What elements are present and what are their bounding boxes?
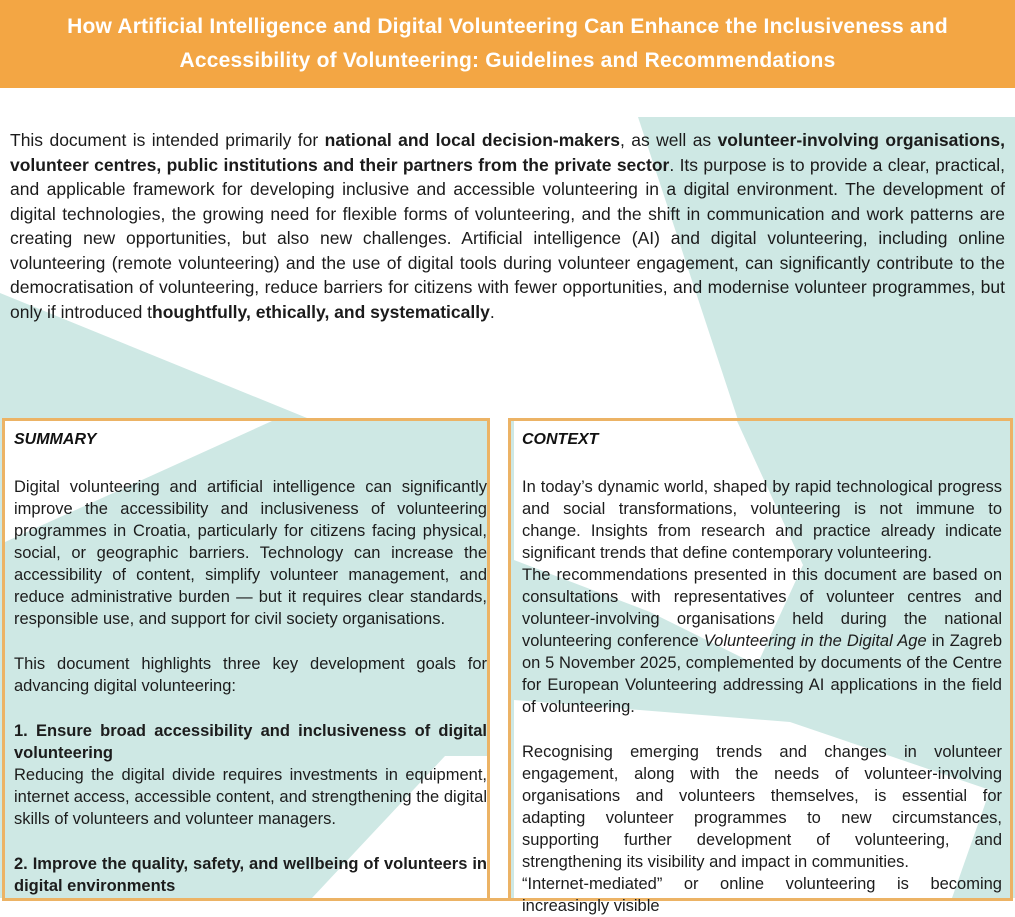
summary-section — [14, 430, 487, 897]
intro-text-segment: , as well as — [620, 130, 718, 150]
context-text-segment: in Zagreb on 5 November 2025, complemented by documents of the Centre for European Volunteering addressing AI applications in the field of volunteering. — [522, 632, 1002, 716]
summary-heading: SUMMARY — [14, 431, 97, 448]
context-heading: CONTEXT — [522, 431, 599, 448]
context-paragraph-1: In today’s dynamic world, shaped by rapid technological progress and social transformations, volunteering is not immune to change. Insights from research and practice already indicate significant trends that define contemporary volunteering. — [522, 478, 1002, 562]
intro-text-segment: . Its purpose is to provide a clear, practical, and applicable framework for developing inclusive and accessible volunteering in a digital environment. The development of digital technologies, the growing need for flexible forms of volunteering, and the shift in communication and work patterns are creating new opportunities, but also new challenges. Artificial intelligence (AI) and digital volunteering, including online volunteering (remote volunteering) and the use of digital tools during volunteer engagement, can significantly contribute to the democratisation of volunteering, reduce barriers for citizens with fewer opportunities, and modernise volunteer programmes, but only if introduced t — [10, 154, 1005, 322]
summary-goal-1-body: Reducing the digital divide requires investments in equipment, internet access, accessible content, and strengthening the digital skills of volunteers and volunteer managers. — [14, 766, 487, 828]
context-text-segment: The recommendations presented in this document are based on consultations with representatives of volunteer centres and volunteer-involving organisations held during the national volunteering conference — [522, 566, 1002, 650]
summary-paragraph-1: Digital volunteering and artificial intelligence can significantly improve the accessibility and inclusiveness of volunteering programmes in Croatia, particularly for citizens facing physical, social, or geographic barriers. Technology can increase the accessibility of content, simplify volunteer management, and reduce administrative burden — but it requires clear standards, responsible use, and support for civil society organisations. — [14, 478, 487, 628]
context-paragraph-4: “Internet-mediated” or online volunteering is becoming increasingly visible — [522, 875, 1002, 915]
intro-text-segment: . — [489, 301, 495, 322]
context-paragraph-2 — [522, 564, 1002, 718]
context-section — [522, 430, 1002, 917]
context-paragraph-3: Recognising emerging trends and changes in volunteer engagement, along with the needs of volunteer-involving organisations and volunteers themselves, is essential for adapting volunteer programmes to new circumstances, supporting further development of volunteering, and strengthening its visibility and impact in communities. — [522, 743, 1002, 871]
context-conference-title: Volunteering in the Digital Age — [703, 632, 927, 650]
intro-bold-audience: national and local decision-makers — [324, 130, 621, 150]
intro-bold-organisations: volunteer-involving organisations, volunteer centres, public institutions and their partners from the private sector — [10, 130, 1005, 175]
summary-goal-2-title: 2. Improve the quality, safety, and wellbeing of volunteers in digital environments — [14, 855, 487, 895]
intro-bold-thoughtfully: houghtfully, ethically, and systematically — [152, 301, 490, 322]
intro-text-segment: This document is intended primarily for — [10, 130, 325, 150]
page-title: How Artificial Intelligence and Digital Volunteering Can Enhance the Inclusiveness and Accessibility of Volunteering: Guidelines and Recommendations — [67, 15, 948, 72]
intro-paragraph — [10, 128, 1005, 324]
summary-paragraph-2: This document highlights three key development goals for advancing digital volunteering: — [14, 655, 487, 695]
summary-goal-1-title: 1. Ensure broad accessibility and inclusiveness of digital volunteering — [14, 722, 487, 762]
document-header — [0, 0, 1015, 88]
column-divider — [487, 418, 511, 898]
intro-section — [10, 128, 1005, 324]
